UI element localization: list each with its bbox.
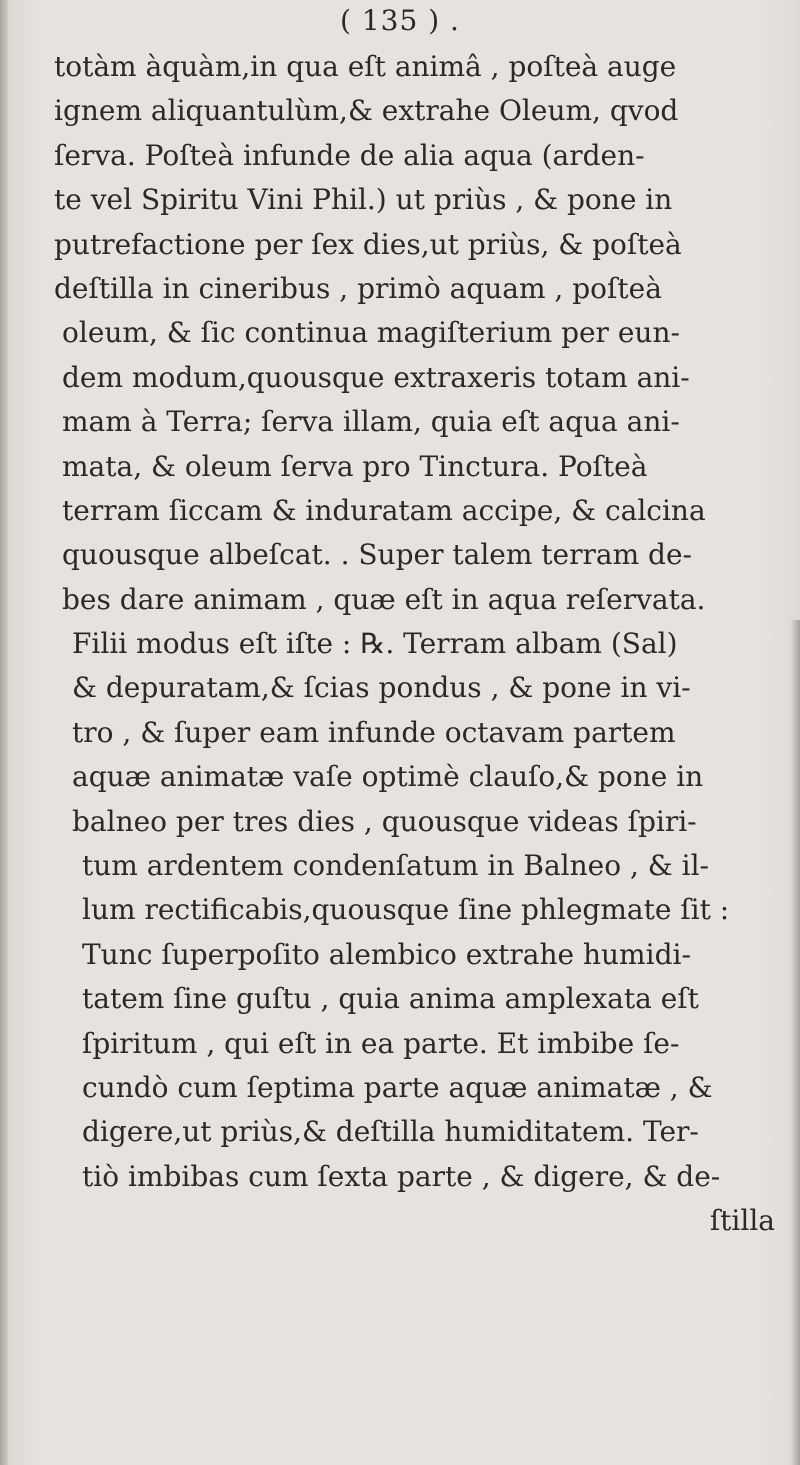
text-line: te vel Spiritu Vini Phil.) ut priùs , & pone in: [54, 183, 673, 217]
text-line: cundò cum ſeptima parte aquæ animatæ , &: [82, 1070, 713, 1104]
text-line: lum rectificabis,quousque ſine phlegmate ſit :: [82, 893, 730, 927]
text-line: totàm àquàm,in qua eſt animâ , poſteà auge: [54, 50, 677, 83]
page-edge-shadow: [790, 620, 800, 1465]
text-line: mata, & oleum ſerva pro Tinctura. Poſteà: [62, 449, 648, 483]
text-line: digere,ut priùs,& deſtilla humiditatem. Ter-: [82, 1115, 699, 1149]
text-line: terram ſiccam & induratam accipe, & calcina: [62, 493, 706, 527]
binding-gutter: [0, 0, 8, 1465]
body-text: [52, 45, 787, 1244]
text-line: bes dare animam , quæ eſt in aqua reſervata.: [62, 582, 706, 616]
text-line: tum ardentem condenſatum in Balneo , & il-: [82, 849, 709, 883]
text-line: deſtilla in cineribus , primò aquam , poſteà: [54, 271, 662, 305]
text-line: tatem ſine guſtu , quia anima amplexata eſt: [82, 982, 699, 1016]
text-line: ſerva. Poſteà infunde de alia aqua (arden-: [54, 138, 645, 172]
catchword: ſtilla: [709, 1204, 775, 1238]
text-line: ignem aliquantulùm,& extrahe Oleum, qvod: [54, 94, 679, 128]
text-line: Tunc ſuperpoſito alembico extrahe humidi-: [82, 937, 691, 971]
page-number: ( 135 ) .: [340, 4, 460, 37]
text-line: mam à Terra; ſerva illam, quia eſt aqua ani-: [62, 405, 680, 439]
text-line: & depuratam,& ſcias pondus , & pone in vi-: [72, 671, 691, 705]
text-line: putrefactione per ſex dies,ut priùs, & poſteà: [54, 227, 682, 261]
text-line: Filii modus eſt iſte : ℞. Terram albam (Sal): [72, 627, 678, 661]
text-line: tro , & ſuper eam infunde octavam partem: [72, 715, 676, 749]
text-line: ſpiritum , qui eſt in ea parte. Et imbibe ſe-: [82, 1026, 680, 1060]
text-line: tiò imbibas cum ſexta parte , & digere, & de-: [82, 1159, 721, 1193]
text-line: balneo per tres dies , quousque videas ſpiri-: [72, 804, 697, 838]
text-line: oleum, & ſic continua magiſterium per eun-: [62, 316, 680, 350]
text-line: quousque albeſcat. . Super talem terram de-: [62, 538, 692, 572]
text-line: aquæ animatæ vaſe optimè clauſo,& pone in: [72, 760, 704, 794]
text-line: dem modum,quousque extraxeris totam ani-: [62, 360, 690, 394]
